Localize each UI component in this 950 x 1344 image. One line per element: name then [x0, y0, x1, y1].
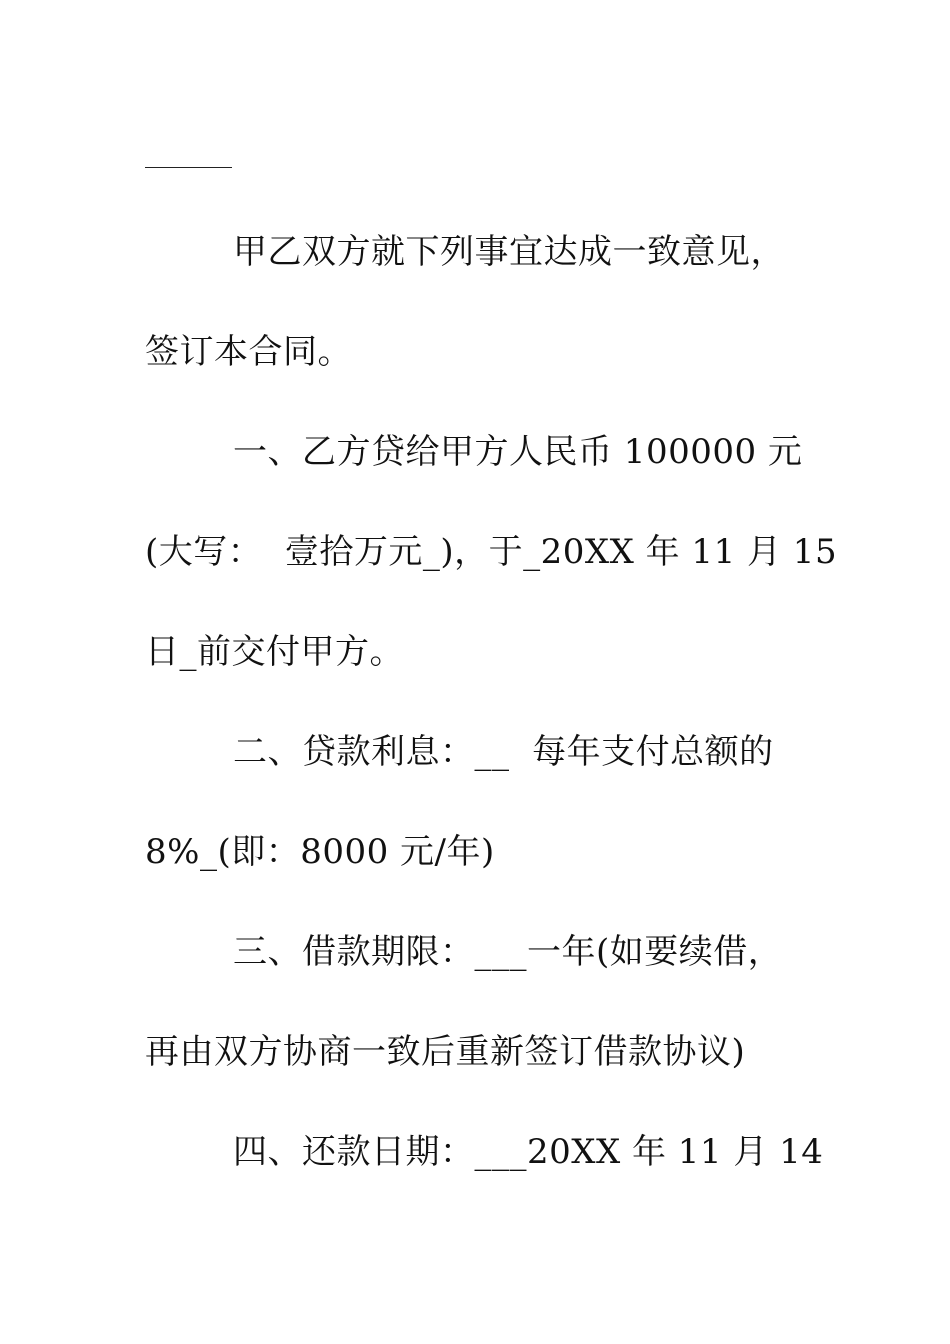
- clause-3-line-2: 再由双方协商一致后重新签订借款协议): [145, 1032, 746, 1072]
- clause-1-line-2: (大写： 壹拾万元_)，于_20XX 年 11 月 15: [145, 532, 838, 572]
- clause-1-line-3: 日_前交付甲方。: [145, 632, 404, 672]
- clause-1-line-1: 一、乙方贷给甲方人民币 100000 元: [233, 432, 803, 472]
- clause-2-line-2: 8%_(即：8000 元/年): [145, 832, 495, 872]
- clause-3-line-1: 三、借款期限：___一年(如要续借，: [233, 932, 783, 972]
- clause-4-line-1: 四、还款日期：___20XX 年 11 月 14: [233, 1132, 824, 1172]
- blank-underline: [145, 167, 232, 168]
- clause-2-line-1: 二、贷款利息：__ 每年支付总额的: [233, 732, 774, 772]
- paragraph-consensus-line-1: 甲乙双方就下列事宜达成一致意见，: [233, 232, 785, 272]
- paragraph-consensus-line-2: 签订本合同。: [145, 332, 352, 372]
